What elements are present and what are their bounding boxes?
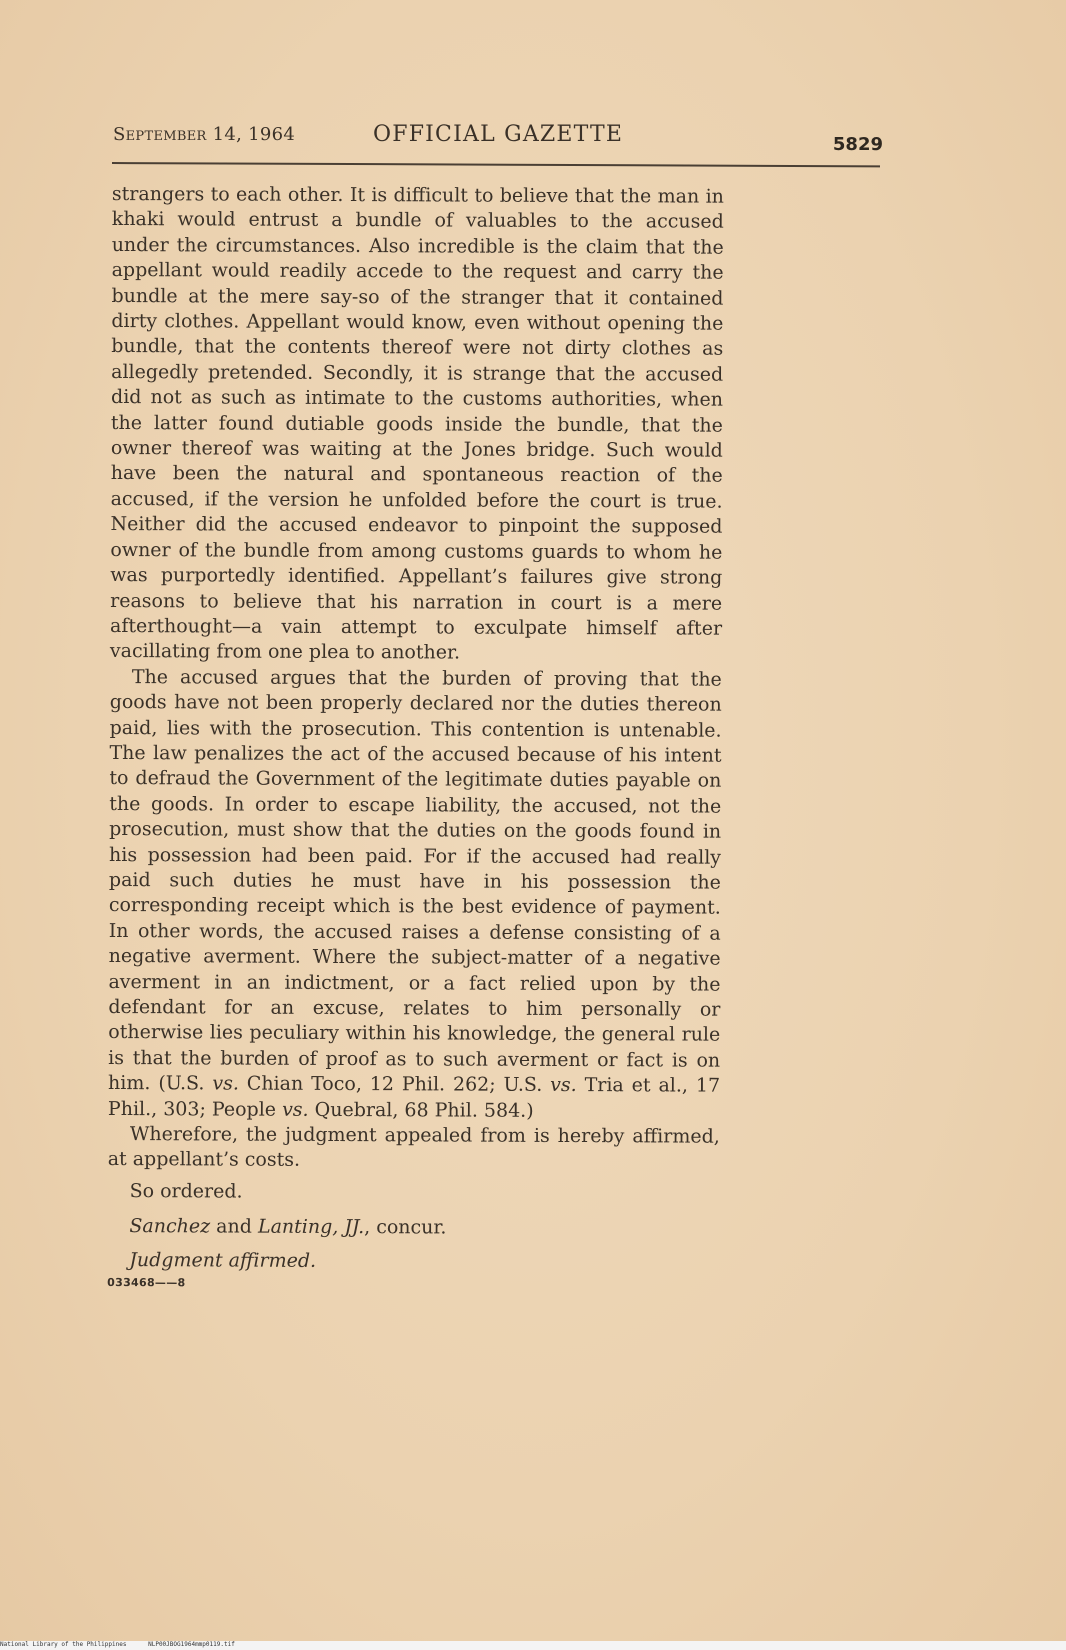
header-date: September 14, 1964 (113, 124, 296, 145)
body-text (107, 182, 724, 1294)
paragraph-2-text: The accused argues that the burden of proving that the goods have not been properly declared nor the duties thereon paid, lies with the prosecution. This contention is untenable. The law penalizes the act of the accused because of his intent to defraud the Government of the legitimate duties payable on the goods. In order to escape liability, the accused, not the prosecution, must show that the duties on the goods found in his possession had been paid. For if the accused had really paid such duties he must have in his possession the corresponding receipt which is the best evidence of payment. In other words, the accused raises a defense consisting of a negative averment. Where the subject-matter of a negative averment in an indictment, or a fact relied upon by the defendant for an excuse, relates to him personally or otherwise lies peculiary within his knowledge, the general rule is that the burden of proof as to such averment or fact is on him. (U.S. (108, 665, 722, 1095)
paragraph-2 (108, 665, 722, 1125)
header-title: OFFICIAL GAZETTE (373, 122, 624, 147)
concurrence-text: , concur. (364, 1216, 447, 1239)
paragraph-1: strangers to each other. It is difficult to believe that the man in khaki would entrust a bundle of valuables to the accused under the circumstances. Also incredible is the claim that the appellant would readily accede to the request and carry the bundle at the mere say-so of the stranger that it contained dirty clothes. Appellant would know, even without opening the bundle, that the contents thereof were not dirty clothes as allegedly pretended. Secondly, it is strange that the accused did not as such as intimate to the customs authorities, when the latter found dutiable goods inside the bundle, that the owner thereof was waiting at the Jones bridge. Such would have been the natural and spontaneous reaction of the accused, if the version he unfolded before the court is true. Neither did the accused endeavor to pinpoint the supposed owner of the bundle from among customs guards to whom he was purportedly identified. Appellant’s failures give strong reasons to believe that his narration in court is a mere afterthought—a vain attempt to exculpate himself after vacillating from one plea to another. (109, 182, 724, 664)
concurrence-text: and (210, 1215, 259, 1238)
concurrence (107, 1214, 719, 1242)
paragraph-2-text: Chian Toco, 12 Phil. 262; U.S. (238, 1072, 551, 1097)
versus-abbrev: vs. (212, 1072, 239, 1095)
so-ordered: So ordered. (129, 1179, 243, 1203)
scan-footer-text: National Library of the Philippines NLP00JBOG1964mmp0119.tif (0, 1641, 235, 1648)
print-code: 033468——8 (107, 1276, 186, 1290)
paragraph-3: Wherefore, the judgment appealed from is hereby affirmed, at appellant’s costs. (107, 1123, 720, 1172)
justice-name: Sanchez (129, 1215, 211, 1238)
versus-abbrev: vs. (282, 1098, 309, 1121)
paragraph-2-text: Quebral, 68 Phil. 584.) (308, 1098, 534, 1122)
versus-abbrev: vs. (550, 1074, 577, 1097)
judgment-affirmed: Judgment affirmed. (129, 1248, 317, 1272)
justice-name: Lanting, JJ. (257, 1215, 365, 1239)
header-page-number: 5829 (832, 134, 883, 155)
page-header (113, 122, 883, 156)
paragraph-2-text: Tria et al., 17 Phil., 303; People (107, 1074, 721, 1121)
header-rule (112, 162, 880, 167)
